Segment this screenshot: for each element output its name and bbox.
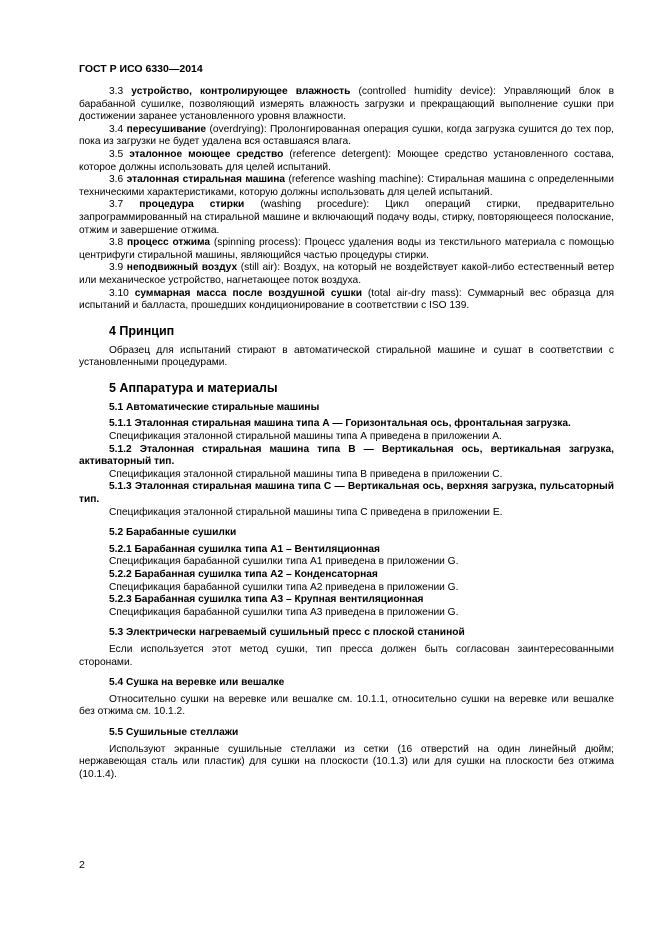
term-name: эталонное моющее средство bbox=[129, 148, 284, 160]
section-5-2-1-heading: 5.2.1 Барабанная сушилка типа А1 – Вентиляционная bbox=[109, 543, 380, 555]
term-3-7 bbox=[79, 199, 614, 237]
term-definition: (controlled humidity device): Управляющий блок в барабанной сушилке, позволяющий измерять влажность загрузки и прекращающий выполнение сушки при достижении заранее установленного уровня влажности. bbox=[79, 86, 614, 123]
section-5-1-3-text: Спецификация эталонной стиральной машины типа С приведена в приложении Е. bbox=[109, 506, 503, 518]
section-5-2-3-text: Спецификация барабанной сушилки типа А3 приведена в приложении G. bbox=[109, 606, 459, 618]
term-name: процесс отжима bbox=[126, 237, 211, 249]
section-5-5-text: Используют экранные сушильные стеллажи из сетки (16 отверстий на один линейный дюйм; нержавеющая сталь или пластик) для сушки на плоскости (10.1.3) или для сушки на плоскости без отжима (10.1.4). bbox=[79, 743, 614, 780]
term-number: 3.4 bbox=[109, 123, 124, 135]
term-definition: (spinning process): Процесс удаления воды из текстильного материала с помощью центрифуги стиральной машины, являющийся частью процедуры стирки. bbox=[79, 237, 614, 261]
section-5-3-heading: 5.3 Электрически нагреваемый сушильный пресс с плоской станиной bbox=[109, 627, 465, 639]
section-5-1-1-text: Спецификация эталонной стиральной машины типа А приведена в приложении А. bbox=[109, 431, 502, 443]
document-header: ГОСТ Р ИСО 6330—2014 bbox=[79, 63, 203, 75]
section-5-3-text: Если используется этот метод сушки, тип пресса должен быть согласован заинтересованными сторонами. bbox=[79, 643, 614, 668]
term-number: 3.9 bbox=[109, 262, 124, 274]
section-5-heading: 5 Аппаратура и материалы bbox=[109, 380, 278, 395]
term-number: 3.8 bbox=[109, 237, 124, 249]
section-5-2-3-heading: 5.2.3 Барабанная сушилка типа А3 – Крупная вентиляционная bbox=[109, 594, 424, 606]
section-5-1-2-text: Спецификация эталонной стиральной машины типа В приведена в приложении С. bbox=[109, 468, 503, 480]
section-5-4-text: Относительно сушки на веревке или вешалке см. 10.1.1, относительно сушки на веревке или вешалке без отжима см. 10.1.2. bbox=[79, 693, 614, 718]
section-5-1-3-heading: 5.1.3 Эталонная стиральная машина типа С — Вертикальная ось, верхняя загрузка, пульсаторный тип. bbox=[79, 481, 614, 506]
term-number: 3.6 bbox=[109, 174, 124, 186]
term-definition: (total air-dry mass): Суммарный вес образца для испытаний и балласта, прошедших кондиционирование в соответствии с ISO 139. bbox=[79, 287, 614, 312]
term-3-9 bbox=[79, 262, 614, 287]
term-3-10 bbox=[79, 288, 614, 313]
term-3-6 bbox=[79, 174, 614, 199]
term-definition: (still air): Воздух, на который не воздействует какой-либо естественный ветер или механическое устройство, нагнетающее поток воздуха. bbox=[79, 262, 614, 286]
term-name: устройство, контролирующее влажность bbox=[131, 86, 351, 97]
term-number: 3.3 bbox=[109, 86, 124, 97]
section-4-text: Образец для испытаний стирают в автоматической стиральной машине и сушат в соответствии с установленными процедурами. bbox=[79, 344, 614, 369]
section-5-1-1-heading: 5.1.1 Эталонная стиральная машина типа А — Горизонтальная ось, фронтальная загрузка. bbox=[109, 418, 571, 430]
term-name: эталонная стиральная машина bbox=[126, 174, 286, 186]
term-definition: (overdrying): Пролонгированная операция сушки, когда загрузка сушится до тех пор, пока из загрузки не будет удалена вся оставшаяся влага. bbox=[79, 123, 614, 148]
page-content bbox=[79, 86, 614, 781]
term-name: неподвижный воздух bbox=[126, 262, 238, 274]
term-number: 3.10 bbox=[109, 287, 129, 299]
term-3-5 bbox=[79, 149, 614, 174]
term-number: 3.5 bbox=[109, 148, 124, 160]
section-5-1-2-heading: 5.1.2 Эталонная стиральная машина типа В — Вертикальная ось, вертикальная загрузка, активаторный тип. bbox=[79, 443, 614, 468]
term-name: пересушивание bbox=[126, 123, 207, 135]
page-number: 2 bbox=[79, 859, 85, 871]
term-definition: (reference washing machine): Стиральная машина с определенными техническими характеристиками, которую должны использовать для целей испытаний. bbox=[79, 174, 614, 198]
term-definition: (washing procedure): Цикл операций стирки, предварительно запрограммированный на стиральной машине и включающий подачу воды, стирку, повторяющееся полоскание, отжим и завершение отжима. bbox=[79, 199, 614, 236]
section-5-2-2-heading: 5.2.2 Барабанная сушилка типа А2 – Конденсаторная bbox=[109, 569, 378, 580]
section-4-heading: 4 Принцип bbox=[109, 323, 175, 338]
section-5-4-heading: 5.4 Сушка на веревке или вешалке bbox=[109, 677, 285, 689]
section-5-1-heading: 5.1 Автоматические стиральные машины bbox=[109, 401, 320, 413]
section-5-2-1-text: Спецификация барабанной сушилки типа А1 приведена в приложении G. bbox=[109, 556, 459, 568]
term-3-8 bbox=[79, 237, 614, 262]
term-name: процедура стирки bbox=[139, 199, 245, 211]
term-definition: (reference detergent): Моющее средство установленного состава, которое должны использовать для целей испытаний. bbox=[79, 148, 614, 173]
term-name: суммарная масса после воздушной сушки bbox=[134, 287, 363, 299]
section-5-5-heading: 5.5 Сушильные стеллажи bbox=[109, 726, 239, 738]
section-5-2-heading: 5.2 Барабанные сушилки bbox=[109, 527, 237, 539]
term-3-4 bbox=[79, 124, 614, 149]
section-5-2-2-text: Спецификация барабанной сушилки типа А2 приведена в приложении G. bbox=[109, 581, 459, 593]
term-3-3 bbox=[79, 86, 614, 124]
term-number: 3.7 bbox=[109, 199, 124, 211]
